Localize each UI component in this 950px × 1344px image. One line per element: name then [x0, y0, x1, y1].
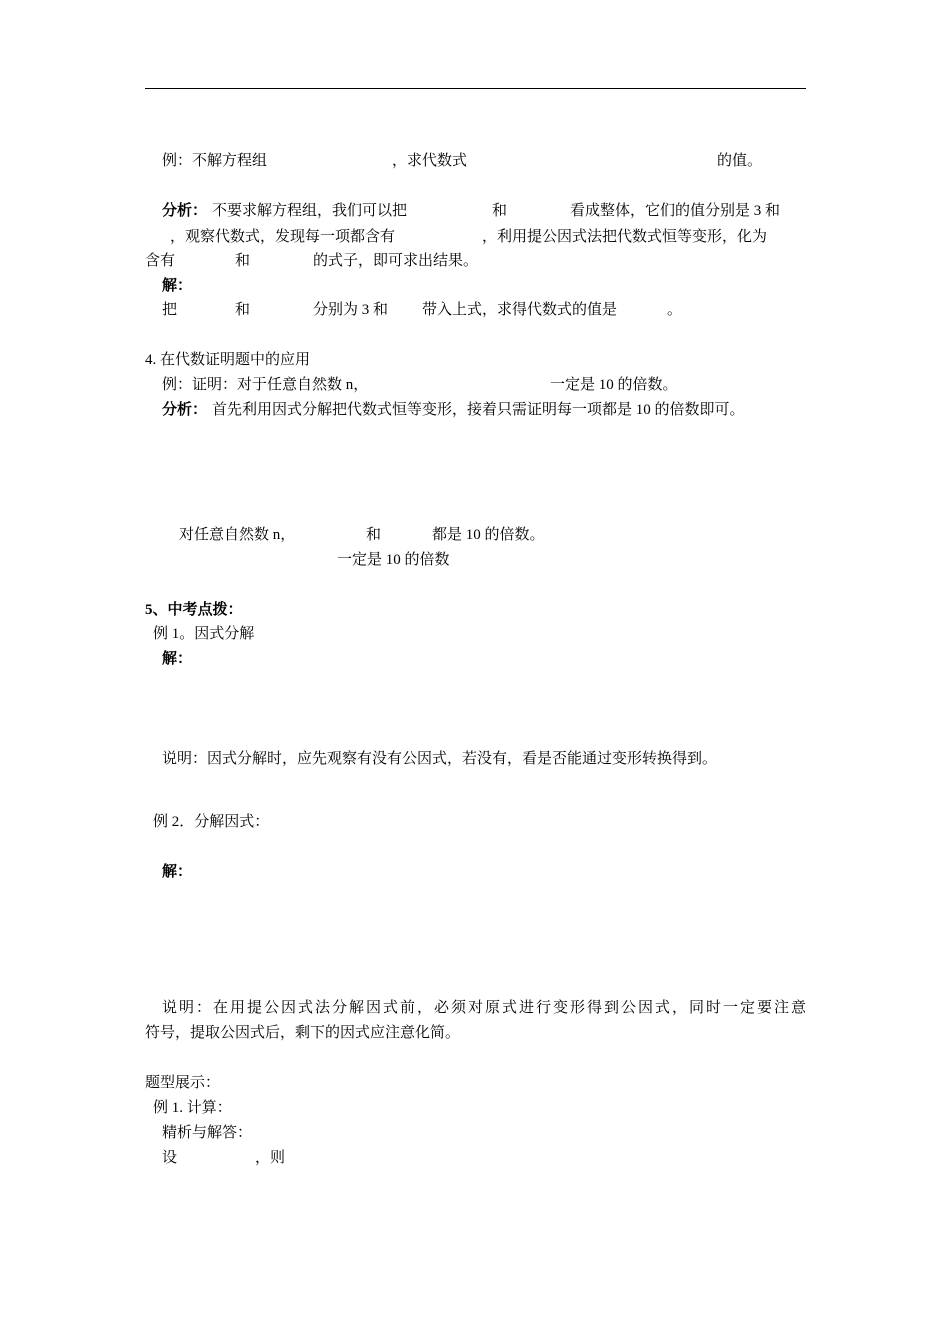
- analysis-line1-b: 和: [492, 203, 508, 219]
- example-intro-prefix: 例：不解方程组: [162, 153, 268, 169]
- section4-proof1-b: 和: [366, 527, 382, 543]
- types-let-b: ，则: [255, 1150, 286, 1166]
- types-heading: 题型展示：: [145, 1075, 221, 1091]
- section4-proof1-a: 对任意自然数 n，: [179, 527, 296, 543]
- analysis-line1-a: 不要求解方程组，我们可以把: [212, 203, 408, 219]
- section5-example1: 例 1。因式分解: [153, 626, 255, 642]
- solution-line-e: 。: [667, 302, 683, 318]
- section4-heading: 4. 在代数证明题中的应用: [145, 352, 311, 368]
- types-example1: 例 1. 计算：: [153, 1100, 232, 1116]
- section5-note2-line1: 说明：在用提公因式法分解因式前，必须对原式进行变形得到公因式，同时一定要注意: [162, 1000, 806, 1016]
- section4-example-a: 例：证明：对于任意自然数 n，: [162, 377, 369, 393]
- solution-label: 解：: [162, 278, 193, 294]
- section4-proof2: 一定是 10 的倍数: [337, 552, 450, 568]
- section5-example2: 例 2．分解因式：: [153, 814, 270, 830]
- section4-analysis-text: 首先利用因式分解把代数式恒等变形，接着只需证明每一项都是 10 的倍数即可。: [212, 402, 745, 418]
- analysis-line2-b: ，利用提公因式法把代数式恒等变形，化为: [482, 229, 768, 245]
- header-rule: [145, 88, 806, 89]
- section5-solution2-label: 解：: [162, 864, 193, 880]
- section5-note2-line2: 符号，提取公因式后，剩下的因式应注意化简。: [145, 1025, 461, 1041]
- solution-line-a: 把: [162, 302, 178, 318]
- solution-line-d: 带入上式，求得代数式的值是: [422, 302, 618, 318]
- analysis-line3-c: 的式子，即可求出结果。: [313, 253, 479, 269]
- example-intro-tail: 的值。: [717, 153, 763, 169]
- section5-solution1-label: 解：: [162, 651, 193, 667]
- types-analysis: 精析与解答：: [162, 1125, 253, 1141]
- section5-heading: 5、中考点拨：: [145, 602, 243, 618]
- section5-note1: 说明：因式分解时，应先观察有没有公因式，若没有，看是否能通过变形转换得到。: [162, 751, 718, 767]
- analysis-line1-c: 看成整体，它们的值分别是 3 和: [570, 203, 781, 219]
- analysis-label: 分析：: [162, 203, 208, 219]
- types-let-a: 设: [162, 1150, 178, 1166]
- section4-example-b: 一定是 10 的倍数。: [550, 377, 678, 393]
- analysis-line3-b: 和: [235, 253, 251, 269]
- analysis-line3-a: 含有: [145, 253, 176, 269]
- section4-analysis-label: 分析：: [162, 402, 208, 418]
- section4-proof1-c: 都是 10 的倍数。: [432, 527, 545, 543]
- example-intro-mid: ，求代数式: [392, 153, 468, 169]
- solution-line-c: 分别为 3 和: [313, 302, 389, 318]
- analysis-line2-a: ，观察代数式，发现每一项都含有: [170, 229, 396, 245]
- solution-line-b: 和: [235, 302, 251, 318]
